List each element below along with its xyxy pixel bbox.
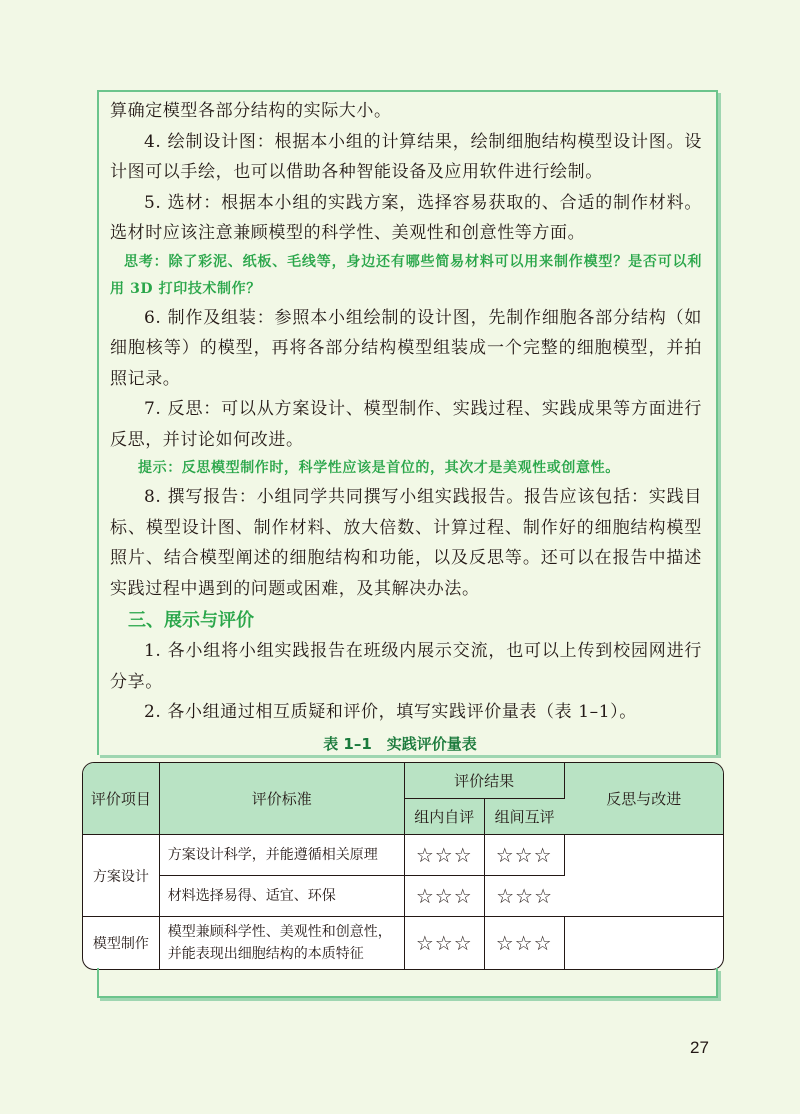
think-note: 思考：除了彩泥、纸板、毛线等，身边还有哪些简易材料可以用来制作模型？是否可以利用 3D 打印技术制作？: [110, 253, 702, 297]
paragraph-step-5-material: 5. 选材：根据本小组的实践方案，选择容易获取的、合适的制作材料。选材时应该注意兼顾模型的科学性、美观性和创意性等方面。: [110, 192, 702, 243]
tip-note: 提示：反思模型制作时，科学性应该是首位的，其次才是美观性或创意性。: [138, 460, 620, 476]
row-standard: 方案设计科学，并能遵循相关原理: [160, 835, 405, 876]
paragraph-step-6-make: 6. 制作及组装：参照本小组绘制的设计图，先制作细胞各部分结构（如细胞核等）的模型，再将各部分结构模型组装成一个完整的细胞模型，并拍照记录。: [110, 307, 702, 389]
page-number: 27: [690, 1038, 709, 1057]
content-frame-bottom: [97, 968, 718, 998]
header-item: 评价项目: [83, 763, 160, 835]
header-standard: 评价标准: [160, 763, 405, 835]
paragraph-evaluate-2: 2. 各小组通过相互质疑和评价，填写实践评价量表（表 1–1）。: [144, 702, 637, 722]
self-rating-stars[interactable]: ☆☆☆: [405, 917, 485, 969]
header-improve: 反思与改进: [565, 763, 723, 835]
paragraph-calc-continued: 算确定模型各部分结构的实际大小。: [110, 101, 392, 121]
paragraph-step-4-draw: 4. 绘制设计图：根据本小组的计算结果，绘制细胞结构模型设计图。设计图可以手绘，也可以借助各种智能设备及应用软件进行绘制。: [110, 131, 702, 182]
table-row: [83, 917, 723, 969]
row-standard: 模型兼顾科学性、美观性和创意性，并能表现出细胞结构的本质特征: [160, 917, 405, 969]
self-rating-stars[interactable]: ☆☆☆: [405, 876, 485, 917]
row-item-design: 方案设计: [83, 835, 160, 917]
paragraph-step-8-report: 8. 撰写报告：小组同学共同撰写小组实践报告。报告应该包括：实践目标、模型设计图、制作材料、放大倍数、计算过程、制作好的细胞结构模型照片、结合模型阐述的细胞结构和功能，以及反思等。还可以在报告中描述实践过程中遇到的问题或困难，及其解决办法。: [110, 487, 702, 599]
evaluation-table: [82, 762, 724, 970]
peer-rating-stars[interactable]: ☆☆☆: [485, 876, 565, 917]
peer-rating-stars[interactable]: ☆☆☆: [485, 917, 565, 969]
peer-rating-stars[interactable]: ☆☆☆: [485, 835, 565, 876]
improve-cell[interactable]: [565, 835, 723, 917]
header-result: 评价结果: [405, 763, 565, 799]
row-standard: 材料选择易得、适宜、环保: [160, 876, 405, 917]
page-body: [110, 96, 702, 728]
self-rating-stars[interactable]: ☆☆☆: [405, 835, 485, 876]
header-peer-eval: 组间互评: [485, 799, 565, 835]
paragraph-show-1: 1. 各小组将小组实践报告在班级内展示交流，也可以上传到校园网进行分享。: [110, 641, 702, 692]
improve-cell[interactable]: [565, 917, 723, 969]
row-item-model: 模型制作: [83, 917, 160, 969]
section-heading-show-evaluate: 三、展示与评价: [128, 610, 254, 631]
header-self-eval: 组内自评: [405, 799, 485, 835]
table-caption: 表 1–1 实践评价量表: [323, 735, 477, 753]
paragraph-step-7-reflect: 7. 反思：可以从方案设计、模型制作、实践过程、实践成果等方面进行反思，并讨论如何改进。: [110, 399, 702, 450]
table-row: [83, 835, 723, 876]
